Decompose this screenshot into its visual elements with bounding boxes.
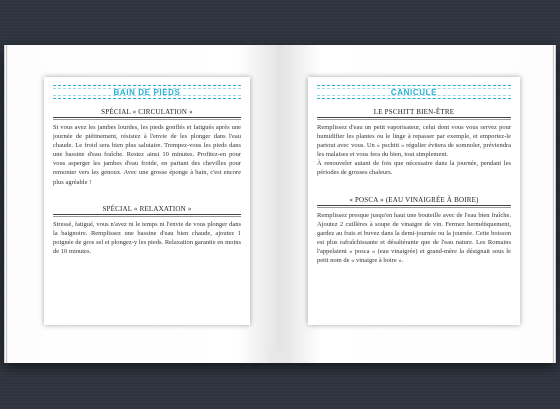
right-section-2-heading: « POSCA » (EAU VINAIGRÉE À BOIRE) bbox=[317, 196, 511, 206]
left-recipe-card bbox=[44, 77, 250, 325]
left-section-2-heading: SPÉCIAL « RELAXATION » bbox=[53, 205, 241, 215]
left-page-edge bbox=[4, 45, 8, 363]
right-section-1-text: Remplissez d'eau un petit vaporisateur, celui dont vous vous servez pour humidifier les plantes ou le linge à repasser par exemple, et emportez-le partout avec vous. Un « pschitt » régulier évitera de somnoler, préviendra les malaises et vous fera du bien, tout simplement. bbox=[317, 124, 511, 159]
book-spine bbox=[270, 351, 290, 363]
right-section-1-heading: LE PSCHITT BIEN-ÊTRE bbox=[317, 108, 511, 118]
left-section-2-text: Stressé, fatigué, vous n'avez ni le temps ni l'envie de vous plonger dans la baignoire. Remplissez une bassine d'eau bien chaude, ajoutez 1 poignée de gros sel et plongez-y les pieds. Relaxation garantie en moins de 10 minutes. bbox=[53, 220, 241, 255]
left-section-1-heading: SPÉCIAL « CIRCULATION » bbox=[53, 108, 241, 118]
left-section-1-text: Si vous avez les jambes lourdes, les pieds gonflés et fatigués après une journée de piétinement, résistez à l'envie de les plonger dans l'eau chaude. Le froid sera bien plus salutaire. Trempez-vous les pieds dans une bassine d'eau fraîche. Restez ainsi 10 minutes. Profitez-en pour vous asperger les jambes d'eau froide, en partant des chevilles pour remonter vers les genoux. Avec une grosse éponge à bain, c'est encore plus agréable ! bbox=[53, 124, 241, 186]
right-section-2-text: Remplissez presque jusqu'en haut une bouteille avec de l'eau bien fraîche. Ajoutez 2 cuillères à soupe de vinaigre de vin. Fermez hermétiquement, gardez au frais et buvez dans la demi-journée ou la journée. Cette boisson est plus rafraîchissante et désaltérante que de l'eau nature. Les Romains l'appelaient « posca » (eau vinaigrée) et grand-mère la désignait sous le petit nom de « vinaigre à boire ». bbox=[317, 211, 511, 265]
right-page-edge bbox=[552, 45, 556, 363]
open-book bbox=[4, 45, 556, 363]
right-section-1-text-2: À renouveler autant de fois que nécessaire dans la journée, pendant les périodes de grosses chaleurs. bbox=[317, 160, 511, 177]
left-banner-title: BAIN DE PIEDS bbox=[53, 85, 241, 99]
left-page[interactable] bbox=[4, 45, 279, 363]
right-banner-title: CANICULE bbox=[317, 85, 511, 99]
right-recipe-card bbox=[308, 77, 520, 325]
